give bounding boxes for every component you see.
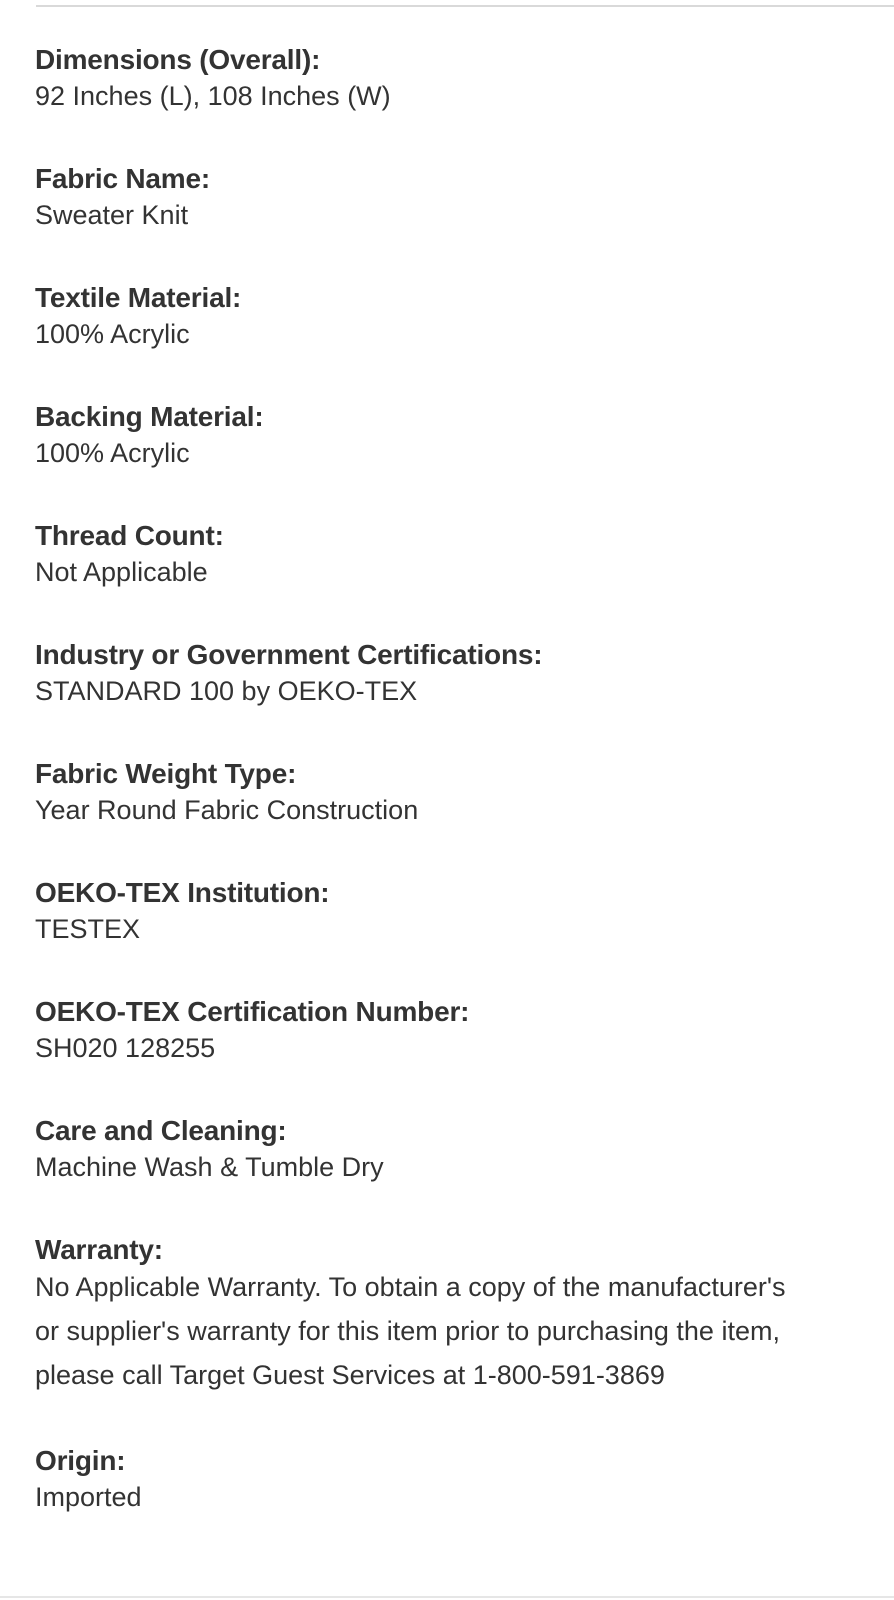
spec-origin	[35, 1442, 835, 1516]
spec-value: No Applicable Warranty. To obtain a copy of the manufacturer's or supplier's warranty for this item prior to purchasing the item, please call Target Guest Services at 1-800-591-3869	[35, 1272, 786, 1390]
spec-fabric-name	[35, 160, 835, 234]
spec-label: Fabric Name:	[35, 163, 210, 194]
spec-label: OEKO-TEX Certification Number:	[35, 996, 470, 1027]
spec-value: 92 Inches (L), 108 Inches (W)	[35, 81, 391, 111]
spec-value: 100% Acrylic	[35, 438, 190, 468]
spec-dimensions	[35, 41, 835, 115]
bottom-divider	[0, 1596, 894, 1598]
spec-backing-material	[35, 398, 835, 472]
spec-value: TESTEX	[35, 914, 141, 944]
spec-label: Thread Count:	[35, 520, 224, 551]
spec-value: Not Applicable	[35, 557, 208, 587]
spec-label: Origin:	[35, 1445, 126, 1476]
spec-oeko-tex-institution	[35, 874, 835, 948]
spec-label: Industry or Government Certifications:	[35, 639, 543, 670]
spec-label: Textile Material:	[35, 282, 242, 313]
spec-label: Warranty:	[35, 1234, 163, 1265]
spec-oeko-tex-certification-number	[35, 993, 835, 1067]
spec-care-and-cleaning	[35, 1112, 835, 1186]
spec-value: Year Round Fabric Construction	[35, 795, 419, 825]
spec-value: Machine Wash & Tumble Dry	[35, 1152, 384, 1182]
spec-value: STANDARD 100 by OEKO-TEX	[35, 676, 418, 706]
specifications-list	[35, 41, 835, 1516]
spec-certifications	[35, 636, 835, 710]
spec-label: Dimensions (Overall):	[35, 44, 321, 75]
spec-value: SH020 128255	[35, 1033, 216, 1063]
spec-textile-material	[35, 279, 835, 353]
spec-label: OEKO-TEX Institution:	[35, 877, 330, 908]
spec-value: Sweater Knit	[35, 200, 189, 230]
spec-value: Imported	[35, 1482, 142, 1512]
spec-label: Backing Material:	[35, 401, 264, 432]
top-divider	[36, 5, 894, 7]
spec-label: Care and Cleaning:	[35, 1115, 287, 1146]
spec-thread-count	[35, 517, 835, 591]
spec-warranty	[35, 1231, 835, 1397]
spec-value: 100% Acrylic	[35, 319, 190, 349]
spec-label: Fabric Weight Type:	[35, 758, 297, 789]
spec-fabric-weight-type	[35, 755, 835, 829]
